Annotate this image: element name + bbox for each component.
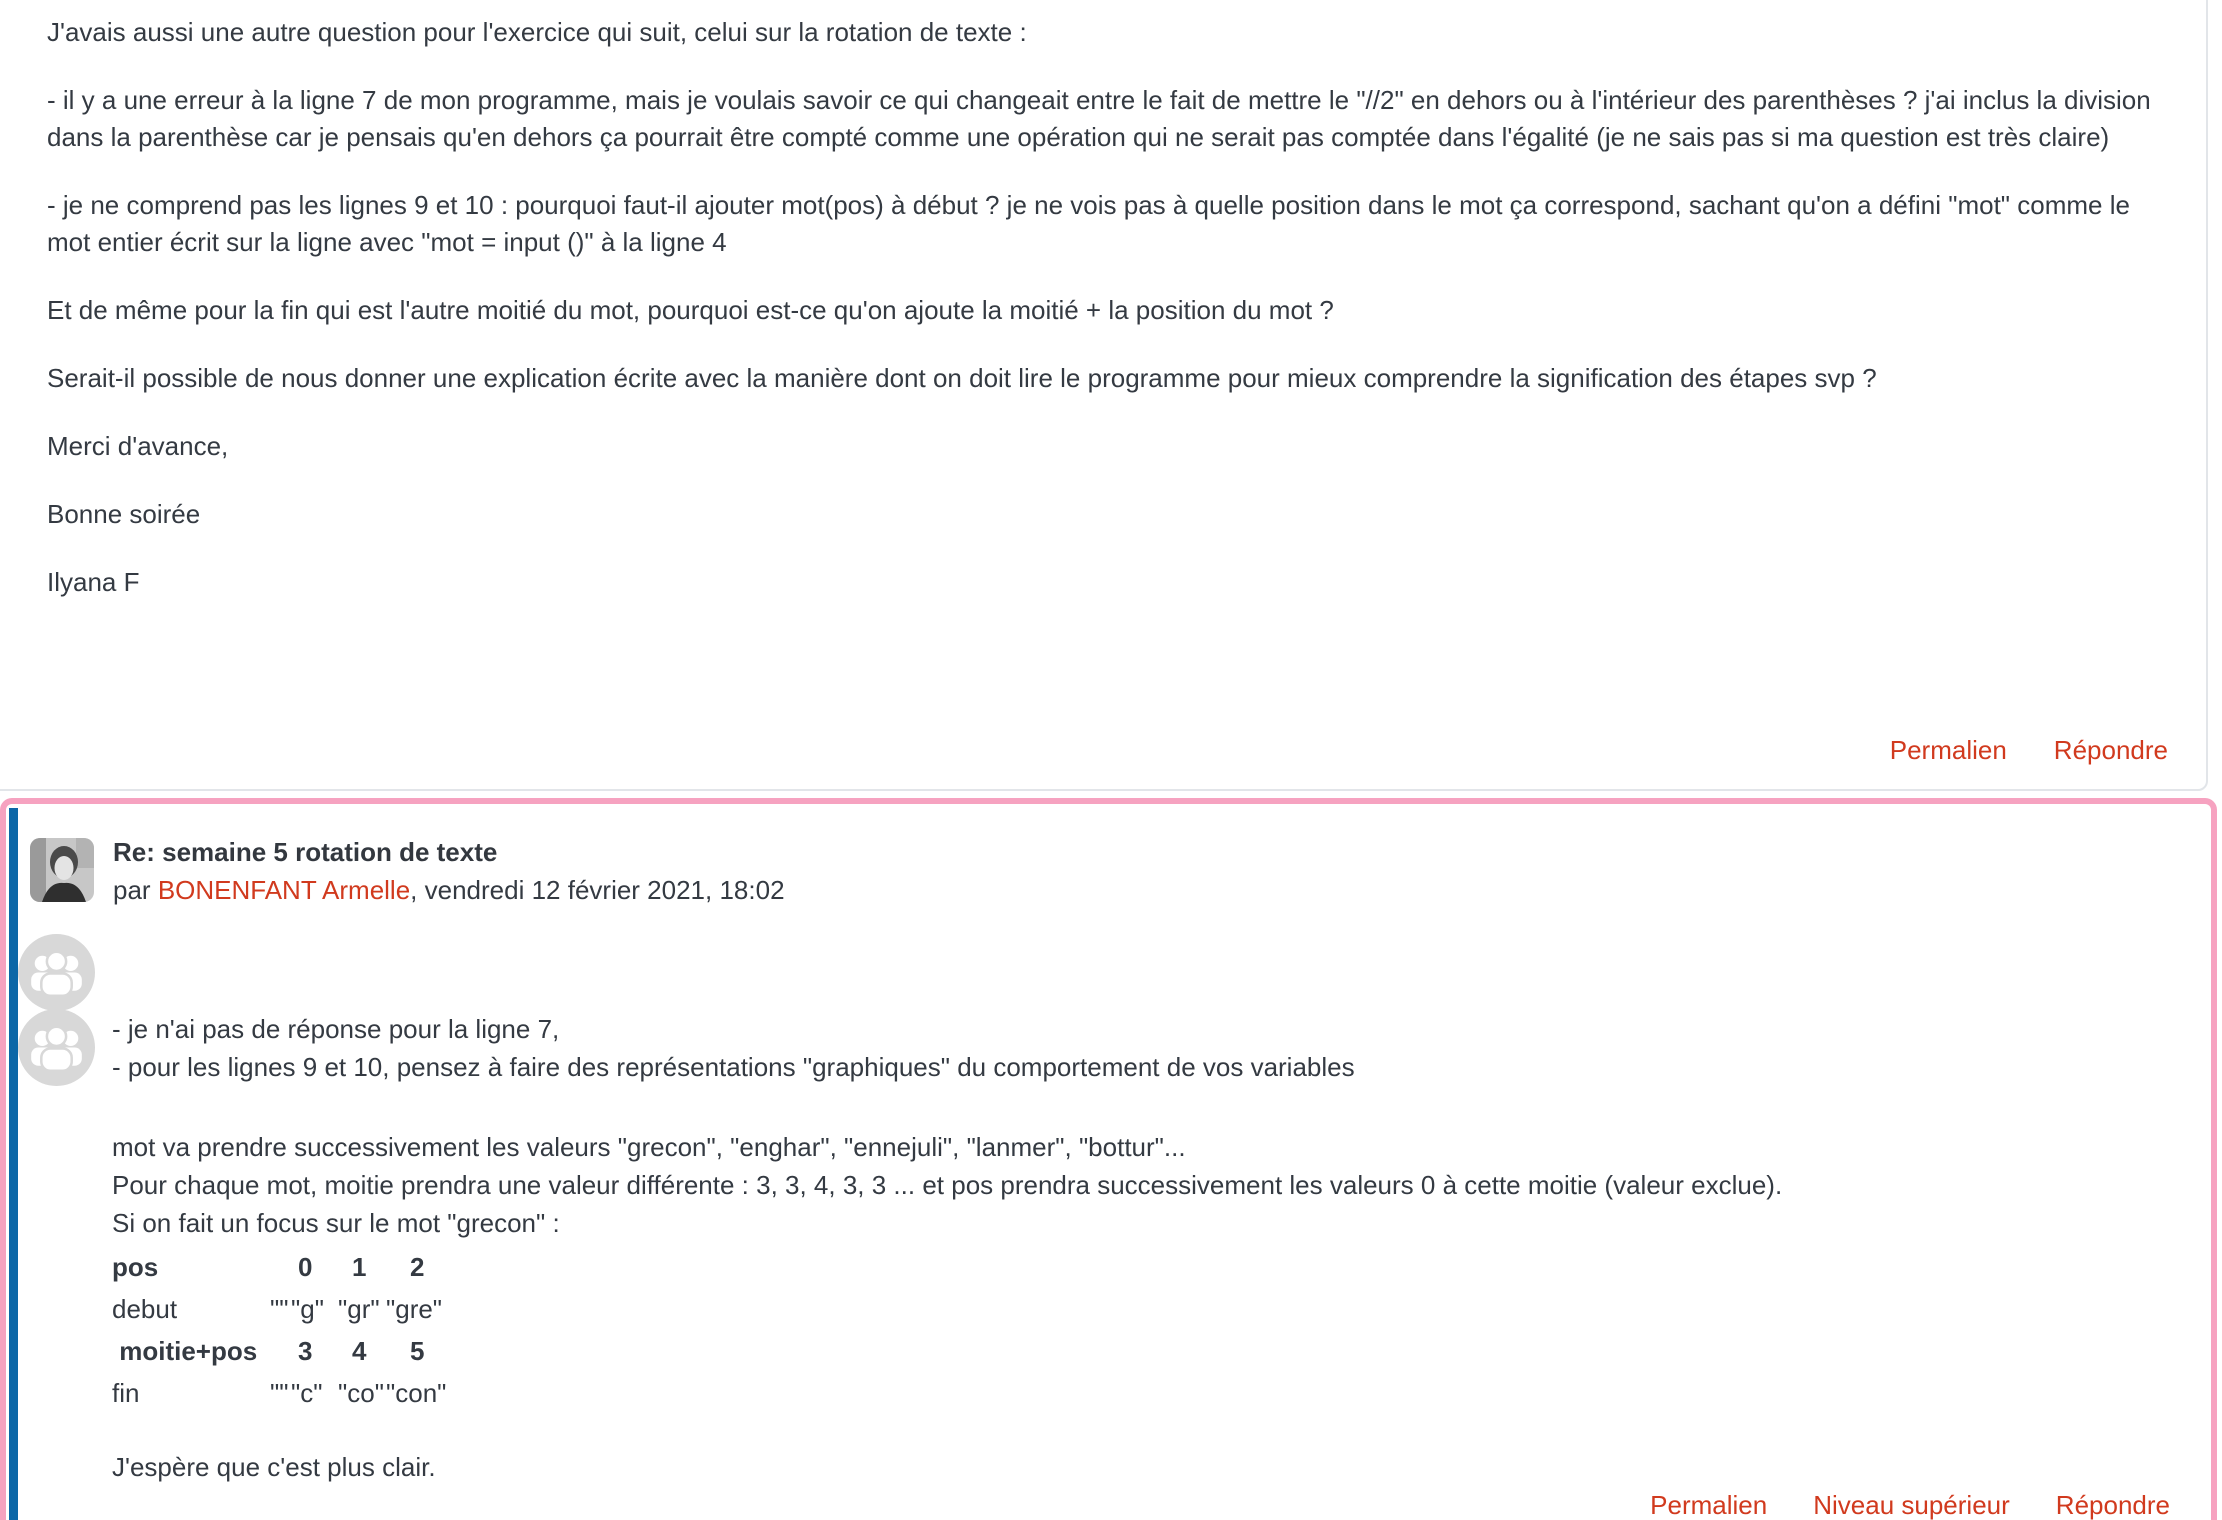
table-row-label: debut — [112, 1294, 178, 1324]
byline-date: , vendredi 12 février 2021, 18:02 — [410, 875, 785, 905]
permalink-link[interactable]: Permalien — [1889, 735, 2007, 765]
post-reply — [0, 798, 2217, 1520]
table-cell: 5 — [410, 1336, 425, 1366]
reply-line: mot va prendre successivement les valeurs "grecon", "enghar", "ennejuli", "lanmer", "bottur"... — [112, 1132, 1186, 1162]
variable-trace-table — [112, 1246, 2172, 1414]
reply-body — [112, 1010, 2172, 1486]
table-row-pos — [112, 1246, 2172, 1288]
post-paragraph: Et de même pour la fin qui est l'autre moitié du mot, pourquoi est-ce qu'on ajoute la moitié + la position du mot ? — [47, 295, 1334, 325]
reply-line: - pour les lignes 9 et 10, pensez à faire des représentations "graphiques" du comportement de vos variables — [112, 1052, 1355, 1082]
table-cell: 0 — [298, 1252, 313, 1282]
unread-indicator-bar — [9, 808, 18, 1520]
post-paragraph: Merci d'avance, — [47, 431, 229, 461]
table-row-label: moitie+pos — [112, 1336, 258, 1366]
post-paragraph: - je ne comprend pas les lignes 9 et 10 : pourquoi faut-il ajouter mot(pos) à début ? je ne vois pas à quelle position dans le mot ça correspond, sachant qu'on a défini "mot" comme le mot entier écrit sur la ligne avec "mot = input ()" à la ligne 4 — [47, 190, 2130, 257]
table-cell: "" — [270, 1378, 289, 1408]
post-actions — [1890, 732, 2168, 769]
table-row-label: fin — [112, 1378, 140, 1408]
avatar[interactable] — [30, 838, 94, 902]
reply-byline — [113, 872, 785, 909]
post-paragraph: - il y a une erreur à la ligne 7 de mon programme, mais je voulais savoir ce qui changeait entre le fait de mettre le "//2" en dehors ou à l'intérieur des parenthèses ? j'ai inclus la division dans la parenthèse car je pensais qu'en dehors ça pourrait être compté comme une opération qui ne serait pas comptée dans l'égalité (je ne sais pas si ma question est très claire) — [47, 85, 2151, 152]
post-paragraph: J'avais aussi une autre question pour l'exercice qui suit, celui sur la rotation de texte : — [47, 17, 1027, 47]
post-paragraph: Serait-il possible de nous donner une explication écrite avec la manière dont on doit lire le programme pour mieux comprendre la signification des étapes svp ? — [47, 363, 1877, 393]
table-cell: 3 — [298, 1336, 313, 1366]
user-photo-icon — [30, 838, 94, 902]
group-icon — [18, 934, 95, 1011]
author-link[interactable]: BONENFANT Armelle — [157, 875, 411, 905]
table-cell: "con" — [386, 1378, 447, 1408]
table-row-debut — [112, 1288, 2172, 1330]
table-cell: "" — [270, 1294, 289, 1324]
reply-link[interactable]: Répondre — [2055, 1490, 2170, 1520]
table-row-fin — [112, 1372, 2172, 1414]
reply-title: Re: semaine 5 rotation de texte — [113, 837, 498, 867]
table-cell: "g" — [291, 1294, 324, 1324]
post-paragraph: Bonne soirée — [47, 499, 201, 529]
table-cell: "c" — [291, 1378, 323, 1408]
group-icon — [18, 1009, 95, 1086]
table-cell: 4 — [352, 1336, 367, 1366]
reply-link[interactable]: Répondre — [2053, 735, 2168, 765]
table-row-moitie-pos — [112, 1330, 2172, 1372]
permalink-link[interactable]: Permalien — [1650, 1490, 1768, 1520]
table-row-label: pos — [112, 1252, 159, 1282]
table-cell: 2 — [410, 1252, 425, 1282]
table-cell: "co" — [338, 1378, 384, 1408]
reply-line: - je n'ai pas de réponse pour la ligne 7, — [112, 1014, 560, 1044]
reply-closing: J'espère que c'est plus clair. — [112, 1452, 436, 1482]
reply-actions — [1650, 1487, 2170, 1520]
reply-line: Pour chaque mot, moitie prendra une valeur différente : 3, 3, 4, 3, 3 ... et pos prendra successivement les valeurs 0 à cette moitie (valeur exclue). — [112, 1170, 1783, 1200]
table-cell: 1 — [352, 1252, 367, 1282]
table-cell: "gre" — [386, 1294, 443, 1324]
reply-line: Si on fait un focus sur le mot "grecon" : — [112, 1208, 560, 1238]
group-icons — [18, 934, 95, 1086]
byline-prefix: par — [113, 875, 158, 905]
parent-level-link[interactable]: Niveau supérieur — [1813, 1490, 2010, 1520]
post-signature: Ilyana F — [47, 567, 140, 597]
table-cell: "gr" — [338, 1294, 380, 1324]
